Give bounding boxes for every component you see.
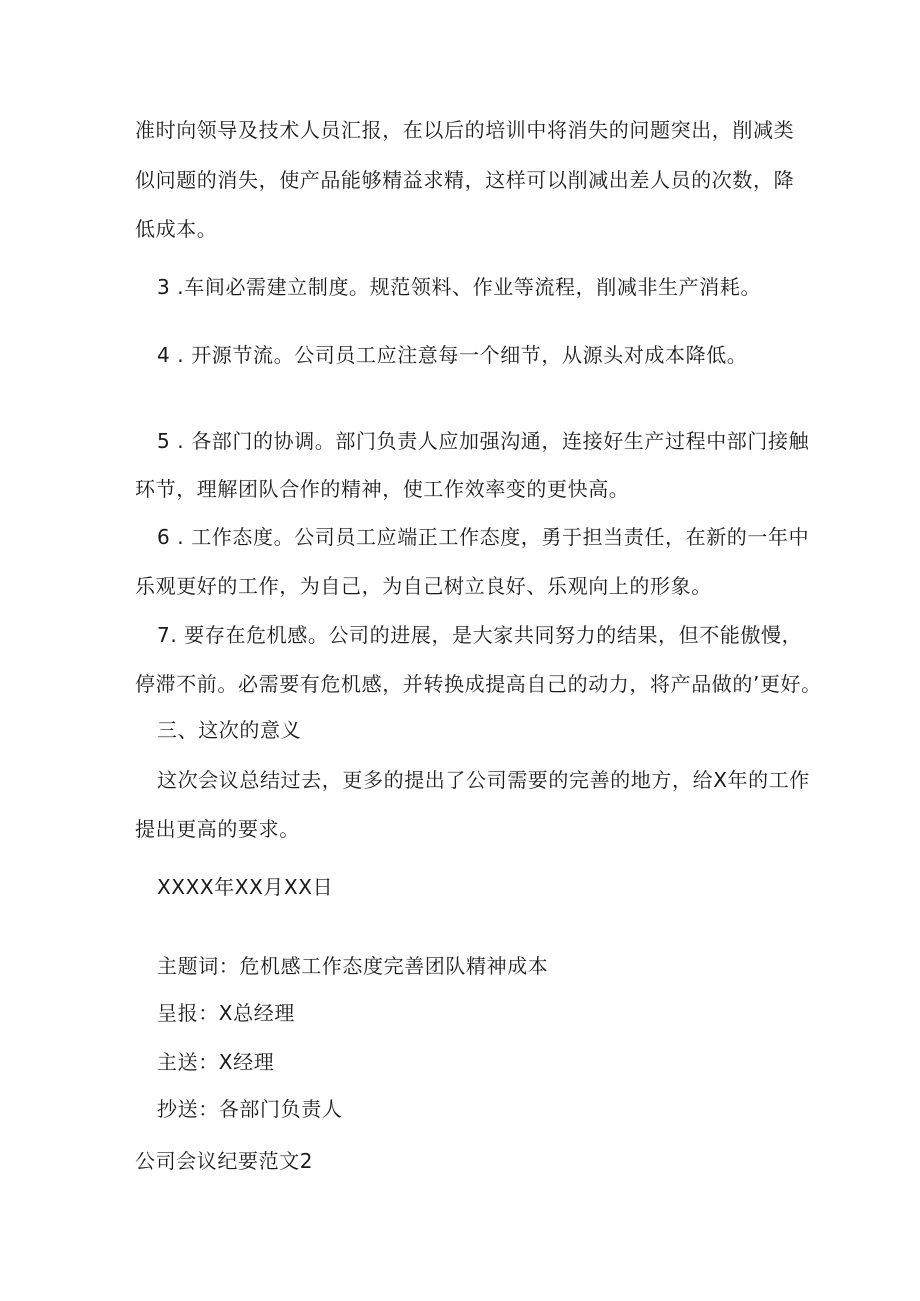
paragraph-line: 这次会议总结过去，更多的提出了公司需要的完善的地方，给X年的工作 <box>157 768 810 792</box>
cc-line: 抄送：各部门负责人 <box>157 1097 343 1121</box>
list-item-6: 6 . 工作态度。公司员工应端正工作态度，勇于担当责任，在新的一年中 <box>157 525 810 549</box>
list-item-4: 4 . 开源节流。公司员工应注意每一个细节，从源头对成本降低。 <box>157 343 748 367</box>
paragraph-line: 停滞不前。必需要有危机感，并转换成提高自己的动力，将产品做的’更好。 <box>135 672 822 696</box>
list-item-3: 3 .车间必需建立制度。规范领料、作业等流程，削减非生产消耗。 <box>157 275 762 299</box>
list-item-5: 5 . 各部门的协调。部门负责人应加强沟通，连接好生产过程中部门接触 <box>157 429 810 453</box>
keywords-line: 主题词：危机感工作态度完善团队精神成本 <box>157 954 549 978</box>
paragraph-line: 准时向领导及技术人员汇报，在以后的培训中将消失的问题突出，削减类 <box>135 118 795 142</box>
send-to-line: 主送：X经理 <box>157 1050 275 1074</box>
list-item-7: 7. 要存在危机感。公司的进展，是大家共同努力的结果，但不能傲慢， <box>157 623 803 647</box>
date-line: XXXX年XX月XX日 <box>157 875 334 899</box>
section-heading: 三、这次的意义 <box>157 718 302 742</box>
paragraph-line: 乐观更好的工作，为自己，为自己树立良好、乐观向上的形象。 <box>135 574 712 598</box>
document-title: 公司会议纪要范文2 <box>135 1149 314 1173</box>
paragraph-line: 低成本。 <box>135 217 218 241</box>
paragraph-line: 提出更高的要求。 <box>135 817 300 841</box>
report-to-line: 呈报：X总经理 <box>157 1001 295 1025</box>
paragraph-line: 似问题的消失，使产品能够精益求精，这样可以削减出差人员的次数，降 <box>135 168 795 192</box>
paragraph-line: 环节，理解团队合作的精神，使工作效率变的更快高。 <box>135 477 630 501</box>
